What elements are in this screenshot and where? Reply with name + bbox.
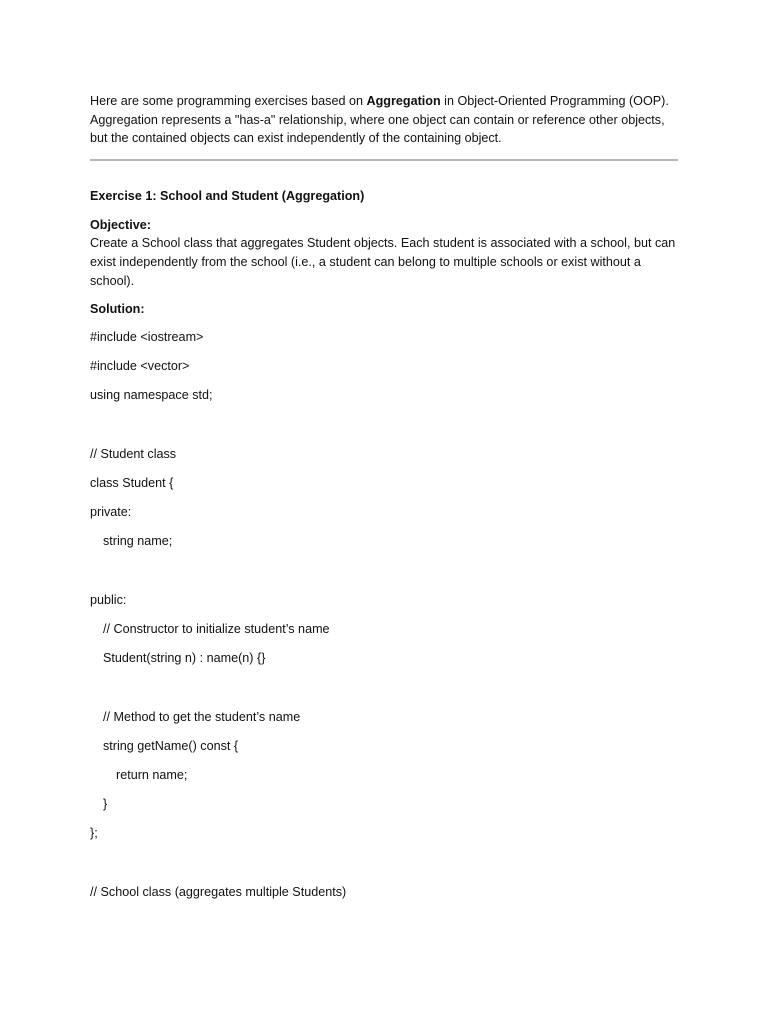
code-line: #include <vector> — [90, 358, 190, 373]
objective-label: Objective: — [90, 217, 151, 232]
code-listing — [90, 328, 680, 912]
code-line: // Student class — [90, 446, 177, 461]
code-line: // Method to get the student’s name — [103, 709, 301, 724]
objective-text — [90, 234, 680, 291]
objective-line: Create a School class that aggregates Student objects. Each student is associated with a school, but can — [90, 235, 676, 250]
intro-text: Here are some programming exercises based on — [90, 94, 367, 108]
intro-text: in Object-Oriented Programming (OOP). — [440, 94, 669, 108]
objective-line: exist independently from the school (i.e., a student can belong to multiple schools or exist without a — [90, 254, 641, 269]
code-line-blank — [90, 853, 680, 883]
code-line-blank — [90, 415, 680, 445]
code-line: Student(string n) : name(n) {} — [103, 650, 266, 665]
aggregation-term: Aggregation — [366, 94, 441, 108]
document-page — [90, 92, 680, 912]
code-line: // School class (aggregates multiple Students) — [90, 884, 347, 899]
intro-line-2: Aggregation represents a "has-a" relationship, where one object can contain or reference other objects, — [90, 112, 665, 127]
code-line-blank — [90, 678, 680, 708]
solution-label: Solution: — [90, 301, 145, 316]
code-line: public: — [90, 592, 127, 607]
code-line: // Constructor to initialize student’s name — [103, 621, 330, 636]
intro-paragraph — [90, 92, 680, 148]
intro-line-1 — [90, 92, 680, 111]
code-line: using namespace std; — [90, 387, 213, 402]
code-line: }; — [90, 825, 98, 840]
code-line: #include <iostream> — [90, 329, 204, 344]
code-line: string name; — [103, 533, 173, 548]
code-line-blank — [90, 561, 680, 591]
objective-line: school). — [90, 273, 135, 288]
horizontal-divider — [90, 159, 678, 161]
code-line: string getName() const { — [103, 738, 239, 753]
code-line: private: — [90, 504, 132, 519]
code-line: } — [103, 796, 108, 811]
intro-line-3: but the contained objects can exist independently of the containing object. — [90, 131, 502, 145]
code-line: return name; — [116, 767, 188, 782]
code-line: class Student { — [90, 475, 174, 490]
exercise-heading: Exercise 1: School and Student (Aggregation) — [90, 188, 365, 203]
